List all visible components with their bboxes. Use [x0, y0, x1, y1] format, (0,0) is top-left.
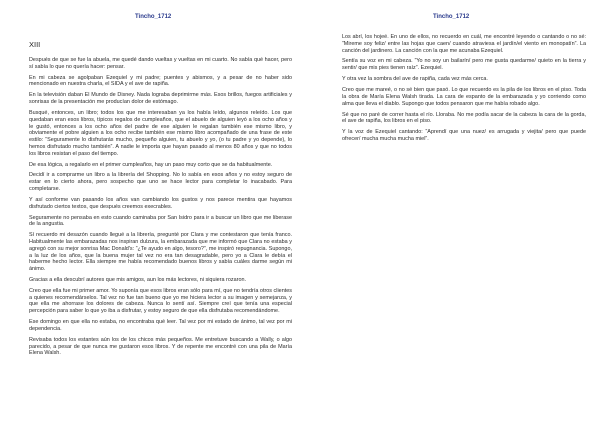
paragraph: Y otra vez la sombra del ave de rapiña, cada vez más cerca.: [342, 76, 488, 83]
paragraph: Y así conforme van pasando los años van cambiando los gustos y nos parece mentira que hayamos disfrutado ciertos textos, que después creemos execrables.: [29, 196, 292, 210]
paragraph: Busqué, entonces, un libro; todos los que me interesaban ya los había leído, algunos releído. Los que quedaban eran esos libros, típicos regalos de cumpleaños, que el abuelo de alguien leyó a los ocho años y le gustó, entonces a los ocho años del padre de ese alguien le regalan también ese mismo libro, y obviamente el pobre alguien a los ocho recibe también ese mismo libro acompañado de una frase de este estilo: “Seguramente lo disfrutarás mucho, pequeño alguien, tu abuelo y yo, (o tu padre y yo depende), lo hemos disfrutado mucho también”. A nadie le importa que hayan pasado al menos 80 años y que no todos los libros resistan el paso del tiempo.: [29, 110, 292, 157]
paragraph: Después de que se fue la abuela, me quedé dando vueltas y vueltas en mi cuarto. No sabía qué hacer, pero sí sabía lo que no quería hacer: pensar.: [29, 57, 292, 70]
paragraph: Los abrí, los hojeé. En uno de ellos, no recuerdo en cuál, me encontré leyendo o cantando o no sé: “Mireme soy feliz/ entre las hojas que caen/ cuando atraviesa el jardín/el viento en monopatín”. La canción del jardinero. La canción con la que me acunaba Ezequiel.: [342, 34, 586, 54]
paragraph: De esa lógica, a regalarlo en el primer cumpleaños, hay un paso muy corto que se da habitualmente.: [29, 161, 273, 168]
left-page-header: Tincho_1712: [135, 14, 172, 20]
paragraph: Creo que ella fue mi primer amor. Yo suponía que esos libros eran sólo para mí, que no tendría otros clientes a quienes recomendárselos. Tal vez no fue tan bueno que yo me hiciera lector a su imagen y semejanza, y que ella me ahorrase los dolores de cabeza. Nunca lo sentí así. Siempre creí que tenía una especial percepción para saber lo que yo iba a disfrutar, y estoy seguro de que ella disfrutaba recomendándome.: [29, 287, 292, 315]
paragraph: En mi cabeza se agolpaban Ezequiel y mi padre; puentes y abismos, y a pesar de no haber sido mencionado en nuestra charla, el SIDA y el ave de rapiña.: [29, 74, 292, 88]
paragraph: Sí recuerdo mi desazón cuando llegué a la librería, pregunté por Clara y me contestaron que tenía franco. Habitualmente las embarazadas nos inspiran dulzura, la embarazada que me informó que Clara no estaba y agregó con su mejor sonrisa Mac Donald's: “¿Te ayudo en algo, tesoro?”, me inspiró repugnancia. Supongo, a la luz de los años, que la buena mujer tal vez no era tan desagradable, pero yo a Clara le debía el haberme hecho lector. Ella siempre me había recomendado buenos libros y sabía cuáles darme según mi ánimo.: [29, 232, 292, 272]
paragraph: Ese domingo en que ella no estaba, no encontraba qué leer. Tal vez por mi estado de ánimo, tal vez por mi dependencia.: [29, 319, 292, 332]
right-page-header: Tincho_1712: [433, 14, 470, 20]
paragraph: Seguramente no pensaba en esto cuando caminaba por San Isidro para ir a buscar un libro que me liberase de la angustia.: [29, 214, 292, 228]
paragraph: Decidí ir a comprarme un libro a la librería del Shopping. No lo sabía en esos años y no estoy seguro de estar en lo cierto ahora, pero sospecho que uno se hace lector para completar lo inacabado. Para completarse.: [29, 172, 292, 192]
paragraph: Sé que no paré de correr hasta el río. Lloraba. No me podía sacar de la cabeza la cara de la gorda, el ave de rapiña, los libros en el piso.: [342, 111, 586, 125]
paragraph: Y la voz de Ezequiel cantando: “Aprendí que una nuez/ es arrugada y viejita/ pero que puede ofrecer/ mucha mucha mucha miel”.: [342, 129, 586, 142]
paragraph: Gracias a ella descubrí autores que mis amigos, aun los más lectores, ni siquiera rozaron.: [29, 276, 246, 283]
paragraph: Creo que me mareé, o no sé bien que pasó. Lo que recuerdo es la pila de los libros en el piso. Toda la obra de María Elena Walsh tirada. La cara de espanto de la embarazada y yo corriendo como alma que lleva el diablo. Supongo que todos pensaron que me había robado algo.: [342, 87, 586, 107]
left-page-body: [29, 57, 292, 361]
right-page: [300, 0, 600, 424]
paragraph: En la televisión daban El Mundo de Disney. Nada lograba deprimirme más. Esos brillos, fuegos artificiales y sonrisas de la presentación me producían dolor de estómago.: [29, 92, 292, 106]
paragraph: Revisaba todos los estantes aún los de los chicos más pequeños. Me entretuve buscando a Wally, o algo parecido, a pesar de que nunca me gustaron esos libros. Y de repente me encontré con una pila de María Elena Walsh.: [29, 336, 292, 357]
right-page-body: [342, 34, 586, 147]
paragraph: Sentía su voz en mi cabeza. “Yo no soy un bailarín/ pero me gusta quedarme/ quieto en la tierra y sentir/ que mis pies tienen raíz”. Ezequiel.: [342, 58, 586, 72]
chapter-heading: XIII: [29, 40, 41, 49]
